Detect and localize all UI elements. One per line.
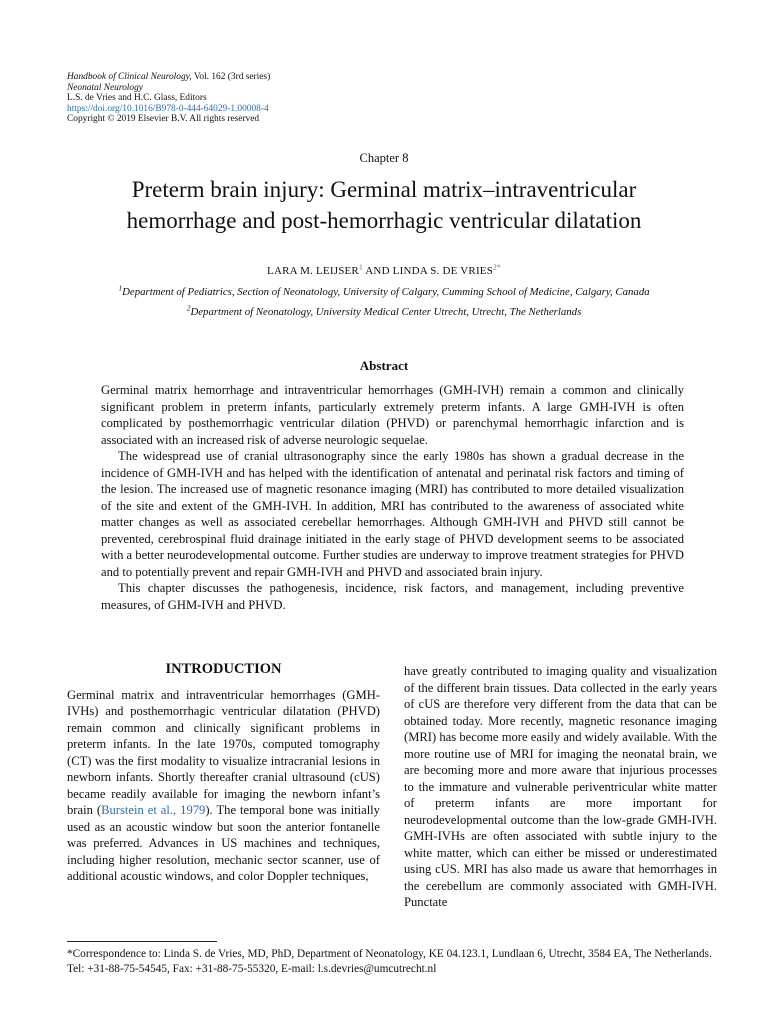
author-affiliation-mark[interactable]: 1 xyxy=(358,262,363,272)
abstract-paragraph: This chapter discusses the pathogenesis, incidence, risk factors, and management, including preventive measures, of GHM-IVH and PHVD. xyxy=(101,581,684,612)
correspondence-footnote: *Correspondence to: Linda S. de Vries, MD, PhD, Department of Neonatology, KE 04.123.1, Lundlaan 6, Utrecht, 3584 EA, The Netherlands. Tel: +31-88-75-54545, Fax: +31-88-75-55320, E-mail: l.s.devries@umcutrecht.nl xyxy=(67,948,712,975)
left-column xyxy=(67,661,380,885)
affiliation-2 xyxy=(0,303,768,318)
introduction-heading: INTRODUCTION xyxy=(165,661,282,677)
introduction-text: ). The temporal bone was initially used as an acoustic window but soon the anterior fontanelle was preferred. Advances in US machines and techniques, including higher resolution, mechanic sector scanner, use of additional acoustic windows, and color Doppler techniques, xyxy=(67,803,380,883)
author-list xyxy=(0,262,768,277)
footnote-divider xyxy=(67,941,217,942)
abstract-body xyxy=(101,382,684,613)
right-column xyxy=(404,663,717,911)
introduction-continued: have greatly contributed to imaging quality and visualization of the different brain tissues. Data collected in the early years of cUS are therefore very different from the data that can be obtained today. More recently, magnetic resonance imaging (MRI) has become more easily and widely available. With the more routine use of MRI for imaging the neonatal brain, we are becoming more and more aware that injurious processes to the immature and vulnerable periventricular white matter of preterm infants are more important for neurodevelopmental outcome than the low-grade GMH-IVH. GMH-IVHs are often associated with subtle injury to the white matter, which can either be missed or underestimated using cUS. MRI has also made us aware that hemorrhages in the cerebellum are commonly associated with GMH-IVH. Punctate xyxy=(404,664,717,909)
affiliation-1 xyxy=(0,283,768,298)
affiliation-number: 1 xyxy=(118,283,123,293)
copyright-line: Copyright © 2019 Elsevier B.V. All rights reserved xyxy=(67,114,260,125)
title-line-1: Preterm brain injury: Germinal matrix–intraventricular xyxy=(131,177,637,202)
article-title xyxy=(40,174,728,236)
citation-link[interactable]: Burstein et al., 1979 xyxy=(101,803,206,817)
chapter-number: Chapter 8 xyxy=(359,151,409,165)
abstract-heading: Abstract xyxy=(359,358,409,373)
author-de-vries: LINDA S. DE VRIES xyxy=(392,265,494,277)
title-line-2: hemorrhage and post-hemorrhagic ventricular dilatation xyxy=(126,208,642,233)
author-leijser: LARA M. LEIJSER xyxy=(267,265,359,277)
abstract-paragraph: Germinal matrix hemorrhage and intraventricular hemorrhages (GMH-IVH) remain a common and clinically significant problem in preterm infants, particularly extremely preterm infants. A large GMH-IVH is often complicated by posthemorrhagic ventricular dilation (PHVD) or parenchymal hemorrhagic infarction and is associated with an increased risk of adverse neurologic sequelae. xyxy=(101,383,684,447)
introduction-paragraph xyxy=(67,687,380,885)
affiliation-text: Department of Pediatrics, Section of Neonatology, University of Calgary, Cumming School of Medicine, Calgary, Canada xyxy=(122,286,650,298)
author-affiliation-mark[interactable]: 2* xyxy=(493,262,501,272)
introduction-text: Germinal matrix and intraventricular hemorrhages (GMH-IVHs) and posthemorrhagic ventricular dilatation (PHVD) remain common and clinically significant problems in preterm infants. In the late 1970s, computed tomography (CT) was the first modality to visualize intracranial lesions in newborn infants. Shortly thereafter cranial ultrasound (cUS) became readily available for imaging the newborn infant’s brain ( xyxy=(67,687,380,817)
doi-link[interactable]: https://doi.org/10.1016/B978-0-444-64029-1.00008-4 xyxy=(67,103,269,114)
author-conjunction: AND xyxy=(362,265,393,277)
publication-header xyxy=(67,72,487,125)
affiliation-number: 2 xyxy=(186,303,191,313)
abstract-paragraph: The widespread use of cranial ultrasonography since the early 1980s has shown a gradual decrease in the incidence of GMH-IVH and has helped with the identification of antenatal and perinatal risk factors and timing of the lesion. The increased use of magnetic resonance imaging (MRI) has contributed to more detailed visualization of the site and extent of the GMH-IVH. In addition, MRI has contributed to the awareness of associated white matter changes as well as associated cerebellar hemorrhages. Although GMH-IVH and PHVD still cannot be prevented, cerebrospinal fluid drainage initiated in the early stage of PHVD development seems to be associated with a better neurodevelopmental outcome. Further studies are underway to improve treatment strategies for PHVD and to potentially prevent and repair GMH-IVH and PHVD and associated brain injury. xyxy=(101,449,684,579)
book-title: Neonatal Neurology xyxy=(67,82,143,93)
affiliation-text: Department of Neonatology, University Medical Center Utrecht, Utrecht, The Netherlands xyxy=(190,306,582,318)
journal-name: Handbook of Clinical Neurology, xyxy=(67,72,192,82)
journal-line xyxy=(67,72,487,83)
editors-line: L.S. de Vries and H.C. Glass, Editors xyxy=(67,93,207,104)
volume-info: Vol. 162 (3rd series) xyxy=(191,72,271,82)
